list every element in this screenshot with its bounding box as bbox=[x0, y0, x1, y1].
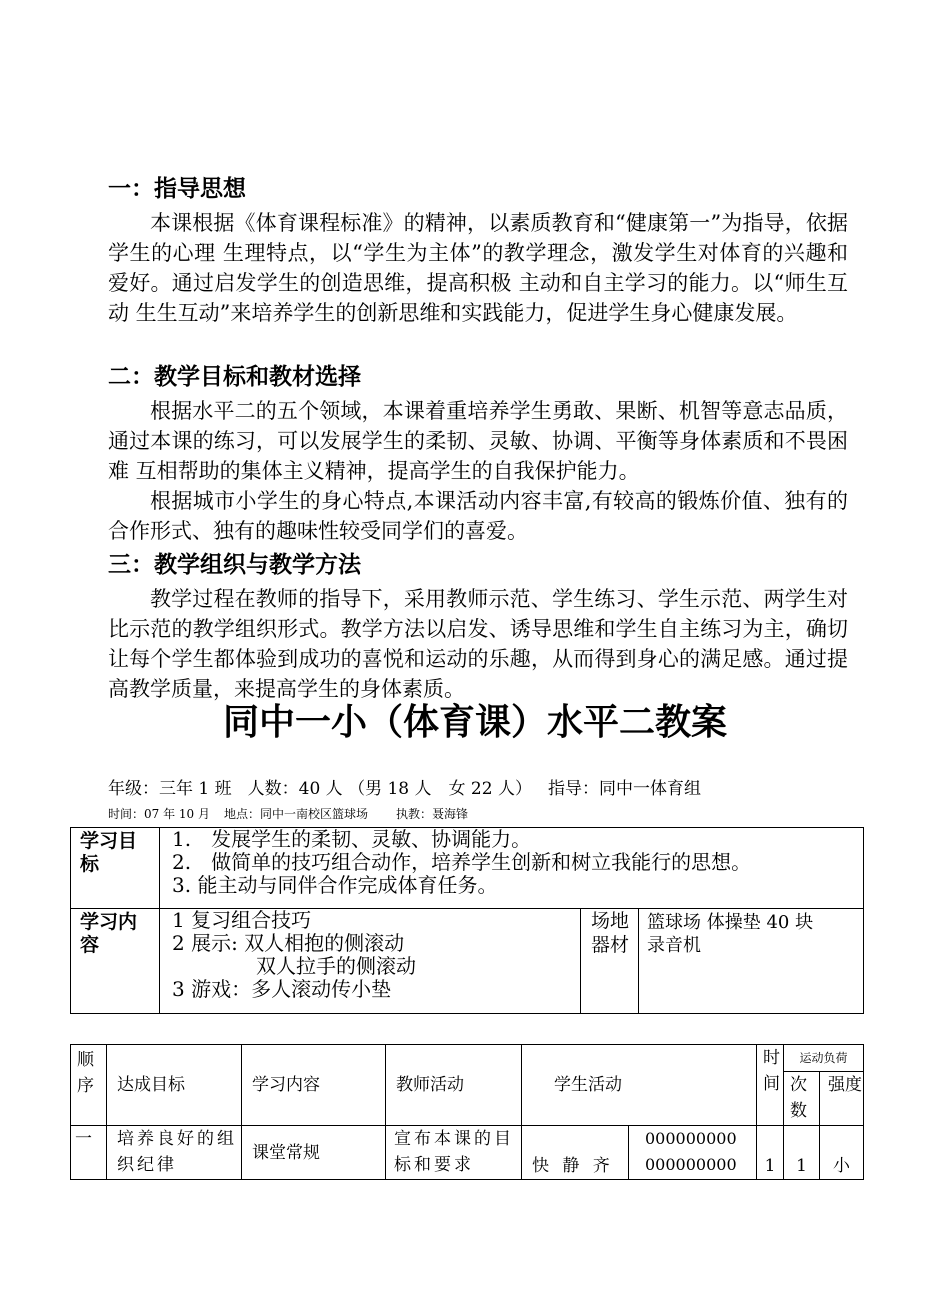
content-line: 双人拉手的侧滚动 bbox=[256, 954, 416, 978]
objective-item: 3. 能主动与同伴合作完成体育任务。 bbox=[172, 873, 498, 897]
section-heading-guiding-thought: 一：指导思想 bbox=[108, 176, 246, 202]
row-time: 1 bbox=[757, 1126, 784, 1180]
headcount-text: 人数：40 人 （男 18 人 女 22 人） bbox=[247, 779, 532, 799]
row-count: 1 bbox=[784, 1126, 820, 1180]
guiding-thought-paragraph: 本课根据《体育课程标准》的精神，以素质教育和“健康第一”为指导，依据学生的心理 生理特点，以“学生为主体”的教学理念，激发学生对体育的兴趣和爱好。通过启发学生的创造思维，提高积极 主动和自主学习的能力。以“师生互动 生生互动”来培养学生的创新思维和实践能力，促进学生身心健康发展。 bbox=[108, 211, 848, 325]
header-intensity: 强度 bbox=[820, 1072, 864, 1126]
content-cell bbox=[160, 909, 581, 1014]
formation-line: 000000000 bbox=[645, 1129, 737, 1148]
site-equipment-label: 场地器材 bbox=[581, 909, 639, 1014]
formation-line: 000000000 bbox=[645, 1155, 737, 1174]
objectives-content-table bbox=[70, 827, 864, 1014]
organization-paragraph: 教学过程在教师的指导下，采用教师示范、学生练习、学生示范、两学生对比示范的教学组织形式。教学方法以启发、诱导思维和学生自主练习为主，确切让每个学生都体验到成功的喜悦和运动的乐趣，从而得到身心的满足感。通过提高教学质量，来提高学生的身体素质。 bbox=[108, 587, 848, 701]
objectives-paragraph-2: 根据城市小学生的身心特点,本课活动内容丰富,有较高的锻炼价值、独有的合作形式、独有的趣味性较受同学们的喜爱。 bbox=[108, 489, 848, 543]
lesson-meta-line-2 bbox=[108, 805, 468, 822]
row-goal: 培养良好的组织纪律 bbox=[107, 1126, 242, 1180]
row-order: 一 bbox=[71, 1126, 107, 1180]
time-text: 时间：07 年 10 月 bbox=[108, 807, 210, 821]
guide-text: 指导：同中一体育组 bbox=[547, 779, 701, 799]
content-line: 1 复习组合技巧 bbox=[172, 908, 312, 932]
header-teacher-activity: 教师活动 bbox=[386, 1045, 522, 1126]
equipment-cell bbox=[639, 909, 864, 1014]
row-content: 课堂常规 bbox=[242, 1126, 386, 1180]
content-line: 3 游戏：多人滚动传小垫 bbox=[172, 977, 392, 1001]
row-teacher-activity: 宣布本课的目标和要求 bbox=[386, 1126, 522, 1180]
objectives-paragraph-1: 根据水平二的五个领域，本课着重培养学生勇敢、果断、机智等意志品质，通过本课的练习，可以发展学生的柔韧、灵敏、协调、平衡等身体素质和不畏困难 互相帮助的集体主义精神，提高学生的自我保护能力。 bbox=[108, 399, 848, 483]
header-order: 顺序 bbox=[71, 1045, 107, 1126]
objectives-label: 学习目标 bbox=[71, 828, 160, 909]
header-goal: 达成目标 bbox=[107, 1045, 242, 1126]
equipment-line: 篮球场 体操垫 40 块 bbox=[647, 912, 814, 933]
section-heading-organization-methods: 三：教学组织与教学方法 bbox=[108, 552, 361, 578]
row-student-activity: 快 静 齐 bbox=[522, 1126, 629, 1180]
objectives-cell bbox=[160, 828, 864, 909]
header-count: 次数 bbox=[784, 1072, 820, 1126]
header-student-activity: 学生活动 bbox=[522, 1045, 757, 1126]
header-content: 学习内容 bbox=[242, 1045, 386, 1126]
lesson-meta-line-1 bbox=[108, 774, 701, 799]
row-intensity: 小 bbox=[820, 1126, 864, 1180]
equipment-line: 录音机 bbox=[647, 935, 701, 956]
row-formation bbox=[629, 1126, 757, 1180]
section-heading-objectives-materials: 二：教学目标和教材选择 bbox=[108, 364, 361, 390]
objective-item: 1. 发展学生的柔韧、灵敏、协调能力。 bbox=[172, 827, 532, 851]
content-line: 2 展示: 双人相抱的侧滚动 bbox=[172, 931, 405, 955]
teacher-text: 执教：聂海锋 bbox=[396, 807, 469, 821]
lesson-plan-table bbox=[70, 1044, 864, 1180]
place-text: 地点：同中一南校区篮球场 bbox=[223, 807, 368, 821]
header-time: 时间 bbox=[757, 1045, 784, 1126]
content-label: 学习内容 bbox=[71, 909, 160, 1014]
objective-item: 2. 做简单的技巧组合动作，培养学生创新和树立我能行的思想。 bbox=[172, 850, 752, 874]
lesson-plan-title: 同中一小（体育课）水平二教案 bbox=[222, 702, 727, 743]
header-load: 运动负荷 bbox=[784, 1045, 864, 1072]
grade-text: 年级：三年 1 班 bbox=[108, 779, 232, 799]
